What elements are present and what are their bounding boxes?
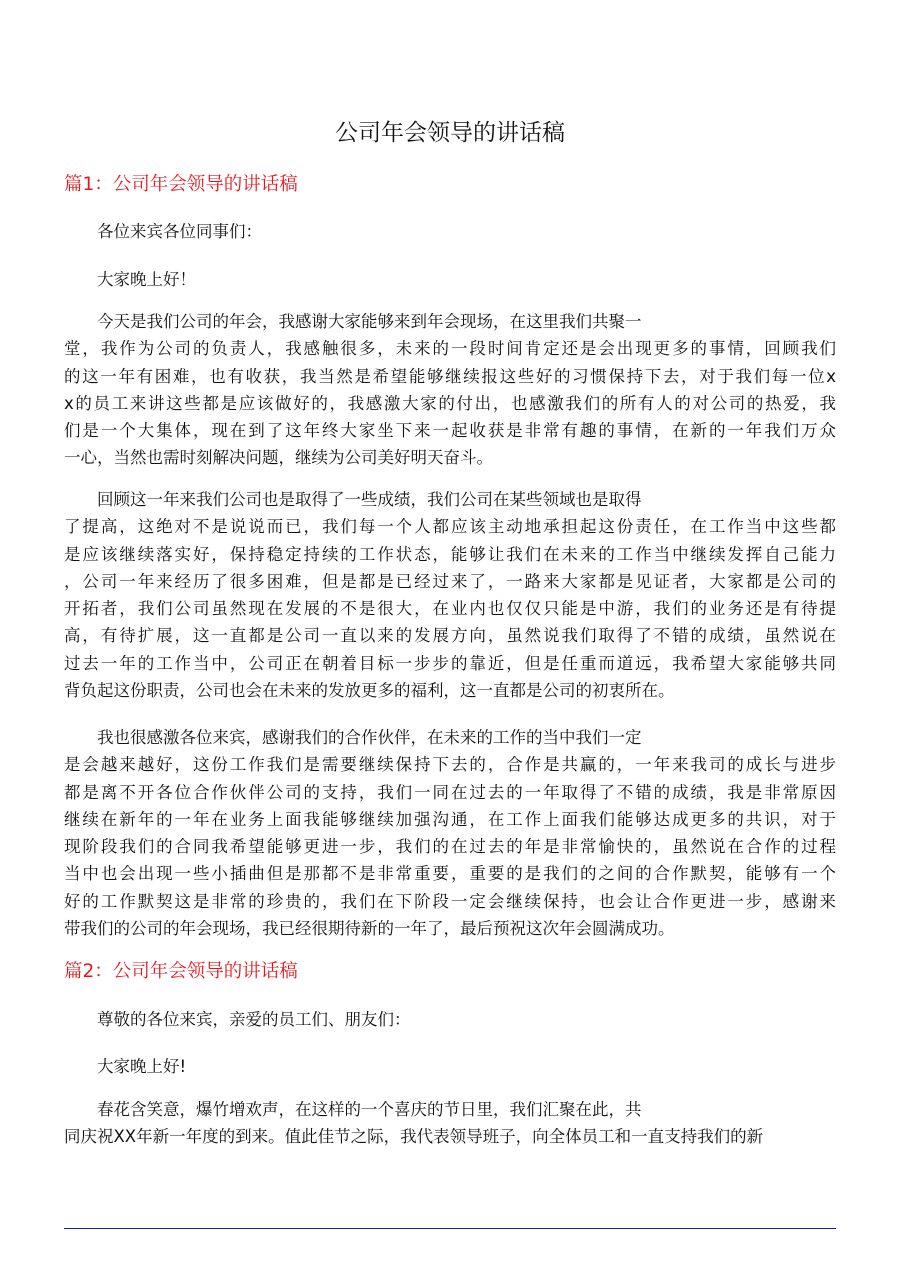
paragraph-line: ，公司一年来经历了很多困难，但是都是已经过来了，一路来大家都是见证者，大家都是公司的 [64, 571, 836, 591]
paragraph-line: 的这一年有困难，也有收获，我当然是希望能够继续报这些好的习惯保持下去，对于我们每一位x [64, 366, 836, 386]
paragraph-line: 背负起这份职责，公司也会在未来的发放更多的福利，这一直都是公司的初衷所在。 [64, 681, 675, 701]
paragraph-line: 开拓者，我们公司虽然现在发展的不是很大，在业内也仅仅只能是中游，我们的业务还是有待提 [64, 599, 836, 619]
paragraph-line: 堂，我作为公司的负责人，我感触很多，未来的一段时间肯定还是会出现更多的事情，回顾我们 [64, 339, 836, 359]
paragraph-line: 今天是我们公司的年会，我感谢大家能够来到年会现场，在这里我们共聚一 [97, 312, 642, 331]
footer-divider [64, 1228, 836, 1229]
section-1-heading: 篇1：公司年会领导的讲话稿 [64, 174, 298, 195]
section-2-greeting: 尊敬的各位来宾，亲爱的员工们、朋友们： [97, 1010, 411, 1029]
paragraph-line: 我也很感激各位来宾，感谢我们的合作伙伴，在未来的工作的当中我们一定 [97, 728, 642, 747]
paragraph-line: 回顾这一年来我们公司也是取得了一些成绩，我们公司在某些领域也是取得 [97, 490, 642, 509]
section-1-paragraph-2 [64, 486, 836, 704]
paragraph-line: 一心，当然也需时刻解决问题，继续为公司美好明天奋斗。 [64, 448, 493, 468]
paragraph-line: 是应该继续落实好，保持稳定持续的工作状态，能够让我们在未来的工作当中继续发挥自己能力 [64, 544, 836, 564]
paragraph-line: 过去一年的工作当中，公司正在朝着目标一步步的靠近，但是任重而道远，我希望大家能够共同 [64, 653, 836, 673]
paragraph-line: 同庆祝XX年新一年度的到来。值此佳节之际，我代表领导班子，向全体员工和一直支持我们的新 [64, 1127, 764, 1147]
paragraph-line: 当中也会出现一些小插曲但是那都不是非常重要，重要的是我们的之间的合作默契，能够有一个 [64, 864, 836, 884]
paragraph-line: x的员工来讲这些都是应该做好的，我感激大家的付出，也感激我们的所有人的对公司的热爱，我 [64, 393, 836, 413]
section-2-hello: 大家晚上好! [97, 1057, 187, 1076]
paragraph-line: 继续在新年的一年在业务上面我能够继续加强沟通，在工作上面我们能够达成更多的共识，对于 [64, 809, 836, 829]
paragraph-line: 们是一个大集体，现在到了这年终大家坐下来一起收获是非常有趣的事情，在新的一年我们万众 [64, 421, 836, 441]
section-1-hello: 大家晚上好！ [97, 270, 196, 289]
paragraph-line: 带我们的公司的年会现场，我已经很期待新的一年了，最后预祝这次年会圆满成功。 [64, 919, 675, 939]
paragraph-line: 高，有待扩展，这一直都是公司一直以来的发展方向，虽然说我们取得了不错的成绩，虽然说在 [64, 626, 836, 646]
section-2-paragraph-1 [64, 1096, 836, 1151]
paragraph-line: 好的工作默契这是非常的珍贵的，我们在下阶段一定会继续保持，也会让合作更进一步，感谢来 [64, 891, 836, 911]
paragraph-line: 春花含笑意，爆竹增欢声，在这样的一个喜庆的节日里，我们汇聚在此，共 [97, 1100, 642, 1119]
section-1-greeting: 各位来宾各位同事们： [97, 222, 262, 241]
section-2-heading: 篇2：公司年会领导的讲话稿 [64, 961, 298, 982]
paragraph-line: 了提高，这绝对不是说说而已，我们每一个人都应该主动地承担起这份责任，在工作当中这些都 [64, 517, 836, 537]
paragraph-line: 现阶段我们的合同我希望能够更进一步，我们的在过去的年是非常愉快的，虽然说在合作的过程 [64, 837, 836, 857]
section-1-paragraph-1 [64, 308, 836, 472]
paragraph-line: 都是离不开各位合作伙伴公司的支持，我们一同在过去的一年取得了不错的成绩，我是非常原因 [64, 782, 836, 802]
document-title: 公司年会领导的讲话稿 [335, 120, 565, 146]
section-1-paragraph-3 [64, 724, 836, 942]
paragraph-line: 是会越来越好，这份工作我们是需要继续保持下去的，合作是共赢的，一年来我司的成长与进步 [64, 755, 836, 775]
